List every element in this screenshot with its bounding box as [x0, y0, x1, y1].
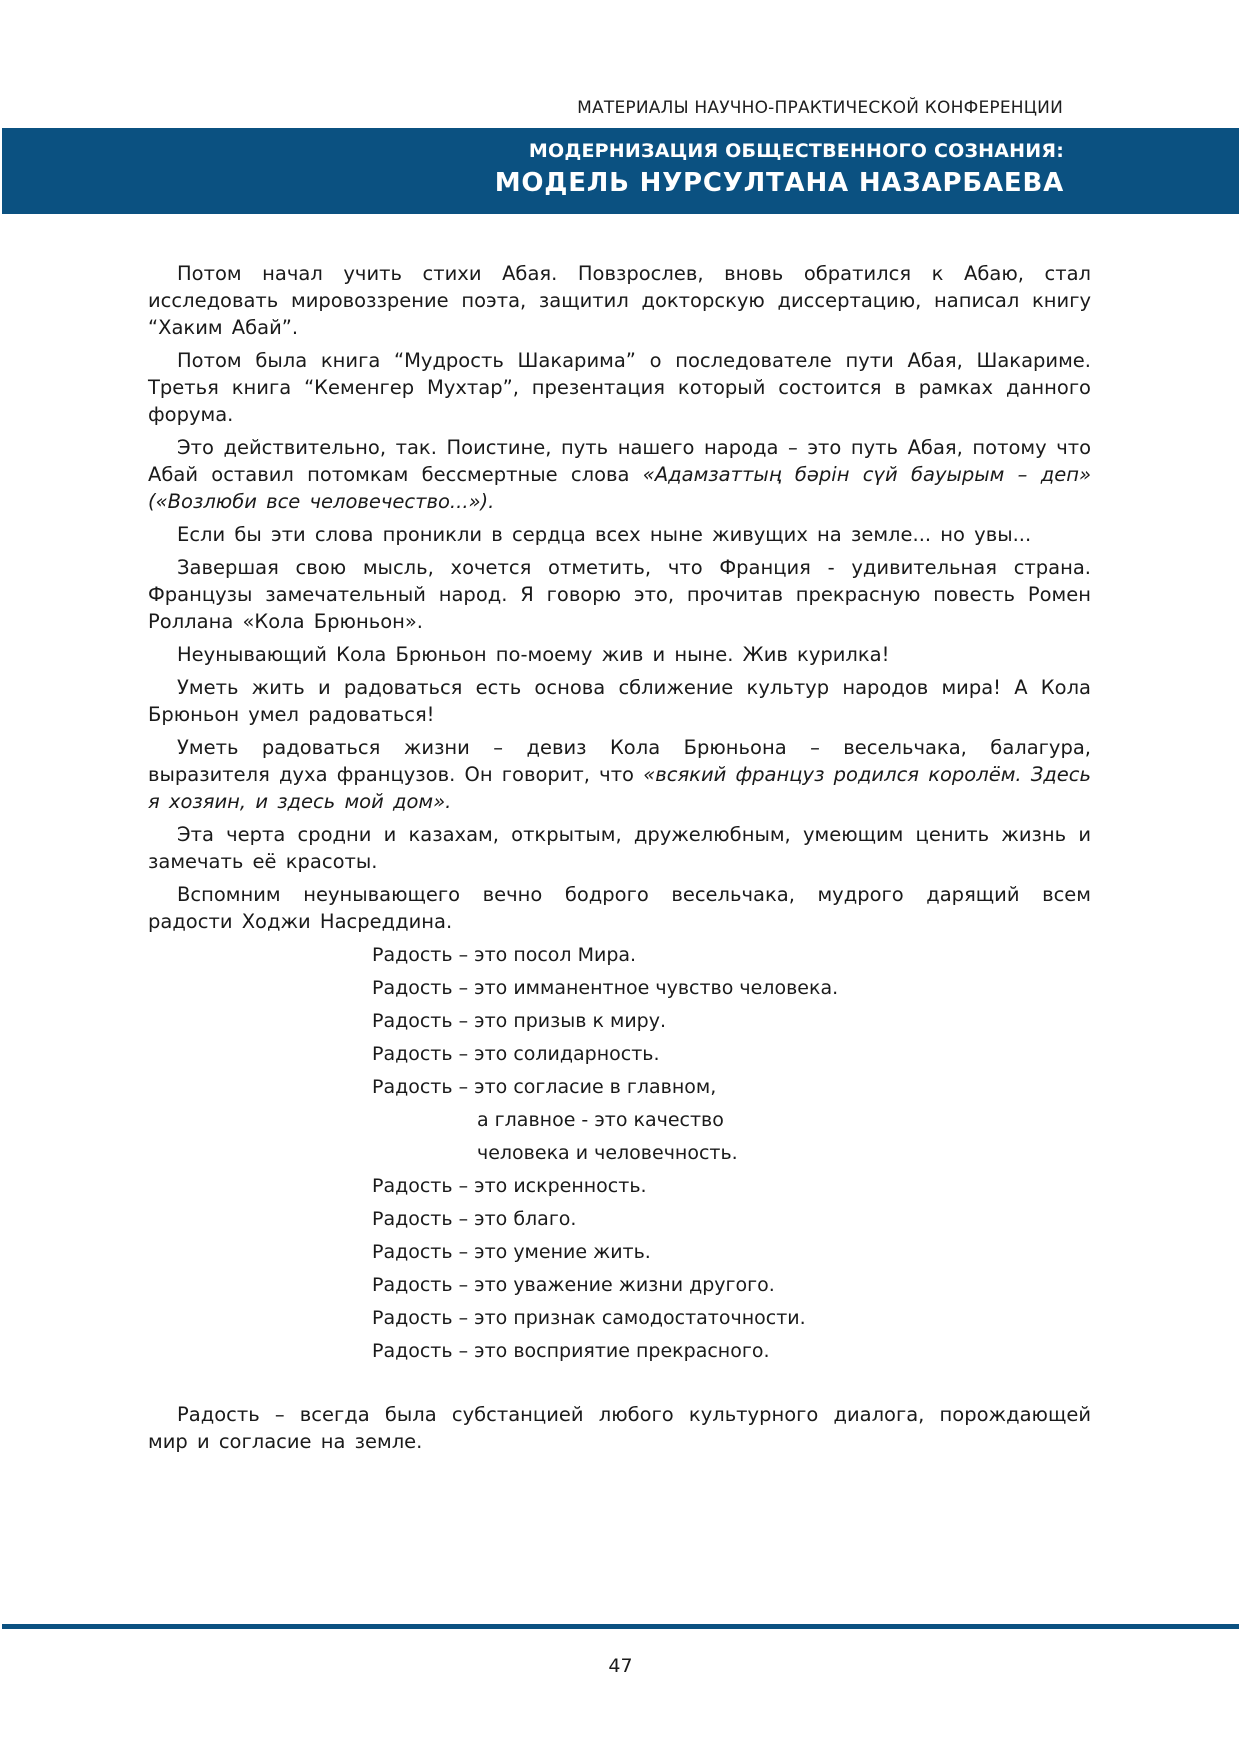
quote: «всякий француз родился королём. Здесь я хозяин, и здесь мой дом». [148, 763, 1091, 813]
poem-line: Радость – это солидарность. [372, 1043, 660, 1065]
paragraph: Эта черта сродни и казахам, открытым, дружелюбным, умеющим ценить жизнь и замечать её красоты. [148, 823, 1091, 873]
conference-label: МАТЕРИАЛЫ НАУЧНО-ПРАКТИЧЕСКОЙ КОНФЕРЕНЦИИ [577, 98, 1063, 118]
header-banner [2, 128, 1239, 214]
paragraph: Потом была книга “Мудрость Шакарима” о последователе пути Абая, Шакариме. Третья книга “Кеменгер Мухтар”, презентация который состоится в рамках данного форума. [148, 349, 1091, 426]
footer-rule [2, 1624, 1239, 1629]
poem-line: Радость – это уважение жизни другого. [372, 1274, 775, 1296]
poem-line: Радость – это посол Мира. [372, 944, 637, 966]
poem-line: Радость – это согласие в главном, [372, 1076, 717, 1098]
poem-line: Радость – это благо. [372, 1208, 577, 1230]
paragraph: Завершая свою мысль, хочется отметить, что Франция - удивительная страна. Французы замечательный народ. Я говорю это, прочитав прекрасную повесть Ромен Роллана «Кола Брюньон». [148, 556, 1091, 633]
paragraph: Если бы эти слова проникли в сердца всех ныне живущих на земле... но увы... [177, 523, 1032, 546]
paragraph-text: Это действительно, так. Поистине, путь нашего народа – это путь Абая, потому что Абай оставил потомкам бессмертные слова [148, 436, 1091, 486]
banner-title: МОДЕЛЬ НУРСУЛТАНА НАЗАРБАЕВА [494, 168, 1064, 198]
paragraph: Потом начал учить стихи Абая. Повзрослев, вновь обратился к Абаю, стал исследовать мировоззрение поэта, защитил докторскую диссертацию, написал книгу “Хаким Абай”. [148, 262, 1091, 339]
paragraph [148, 434, 1091, 515]
poem-line: а главное - это качество [477, 1109, 724, 1131]
paragraph-text: Уметь радоваться жизни – девиз Кола Брюньона – весельчака, балагура, выразителя духа французов. Он говорит, что [148, 736, 1091, 786]
closing-paragraph: Радость – всегда была субстанцией любого культурного диалога, порождающей мир и согласие на земле. [148, 1403, 1091, 1453]
poem-line: Радость – это признак самодостаточности. [372, 1307, 806, 1329]
poem-line: Радость – это имманентное чувство человека. [372, 977, 839, 999]
paragraph: Уметь жить и радоваться есть основа сближение культур народов мира! А Кола Брюньон умел радоваться! [148, 676, 1091, 726]
poem-line: человека и человечность. [477, 1142, 738, 1164]
paragraph [148, 734, 1091, 815]
poem-line: Радость – это восприятие прекрасного. [372, 1340, 770, 1362]
poem-line: Радость – это призыв к миру. [372, 1010, 667, 1032]
poem [372, 939, 838, 1368]
paragraph: Вспомним неунывающего вечно бодрого весельчака, мудрого дарящий всем радости Ходжи Насреддина. [148, 883, 1091, 933]
banner-subtitle: МОДЕРНИЗАЦИЯ ОБЩЕСТВЕННОГО СОЗНАНИЯ: [528, 140, 1064, 162]
poem-line: Радость – это искренность. [372, 1175, 647, 1197]
page-number: 47 [608, 1655, 633, 1677]
article-body [148, 260, 1091, 941]
quote: «Адамзаттың бәрін сүй бауырым – деп» («Возлюби все человечество...»). [148, 463, 1091, 513]
paragraph: Неунывающий Кола Брюньон по-моему жив и ныне. Жив курилка! [177, 643, 890, 666]
poem-line: Радость – это умение жить. [372, 1241, 651, 1263]
